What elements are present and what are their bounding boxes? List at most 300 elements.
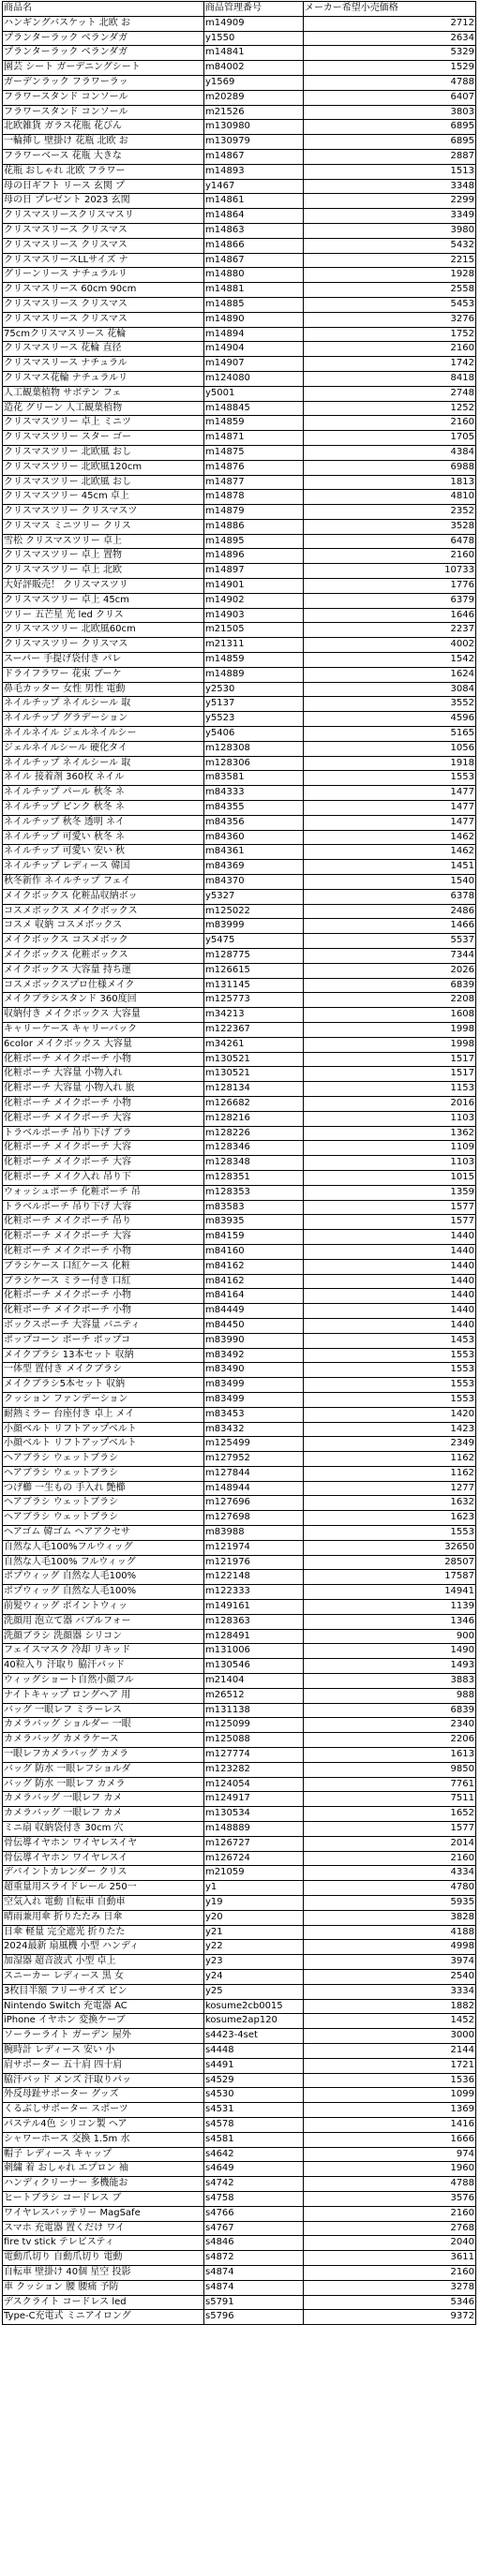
product-name-cell[interactable]: クリスマスツリー クリスマス	[3, 638, 204, 653]
product-name-cell[interactable]: ネイルチップ ピンク 秋冬 ネ	[3, 801, 204, 816]
product-name-cell[interactable]: コスメボックス メイクボックス	[3, 904, 204, 919]
product-code-cell[interactable]: m83990	[204, 1333, 304, 1348]
product-name-cell[interactable]: ヒートブラシ コードレス ブ	[3, 2191, 204, 2206]
list-price-cell[interactable]: 1577	[304, 1822, 476, 1837]
product-name-cell[interactable]: クリスマスリースLLサイズ ナ	[3, 253, 204, 268]
product-name-cell[interactable]: 骨伝導イヤホン ワイヤレスイヤ	[3, 1836, 204, 1851]
product-code-cell[interactable]: y5137	[204, 697, 304, 712]
product-code-cell[interactable]: m14881	[204, 283, 304, 298]
product-name-cell[interactable]: 小顔ベルト リフトアップベルト	[3, 1437, 204, 1452]
list-price-cell[interactable]: 2340	[304, 1718, 476, 1733]
list-price-cell[interactable]: 988	[304, 1688, 476, 1703]
product-name-cell[interactable]: メイクボックス 化粧ボックス	[3, 949, 204, 964]
product-name-cell[interactable]: スマホ 充電器 置くだけ ワイ	[3, 2221, 204, 2236]
product-code-cell[interactable]: m14841	[204, 46, 304, 61]
list-price-cell[interactable]: 32650	[304, 1540, 476, 1555]
list-price-cell[interactable]: 2206	[304, 1733, 476, 1748]
list-price-cell[interactable]: 1553	[304, 771, 476, 786]
product-name-cell[interactable]: ポップコーン ポーチ ポップコ	[3, 1333, 204, 1348]
product-name-cell[interactable]: 脇汗パッド メンズ 汗取りパッ	[3, 2073, 204, 2088]
list-price-cell[interactable]: 1666	[304, 2132, 476, 2147]
product-name-cell[interactable]: ガーデンラック フラワーラッ	[3, 75, 204, 90]
product-name-cell[interactable]: ネイルチップ ネイルシール 取	[3, 697, 204, 712]
product-name-cell[interactable]: 一体型 置付き メイクブラシ	[3, 1363, 204, 1378]
product-name-cell[interactable]: 大好評販売！ クリスマスツリ	[3, 579, 204, 594]
list-price-cell[interactable]: 1477	[304, 815, 476, 830]
product-name-cell[interactable]: コスメ 収納 コスメボックス	[3, 919, 204, 934]
list-price-cell[interactable]: 1103	[304, 1156, 476, 1171]
product-name-cell[interactable]: 2024最新 扇風機 小型 ハンディ	[3, 1940, 204, 1955]
product-name-cell[interactable]: 外反母趾サポーター グッズ	[3, 2088, 204, 2103]
product-code-cell[interactable]: s4758	[204, 2191, 304, 2206]
product-code-cell[interactable]: m84159	[204, 1230, 304, 1245]
product-code-cell[interactable]: y5523	[204, 712, 304, 727]
list-price-cell[interactable]: 3084	[304, 682, 476, 697]
product-code-cell[interactable]: m83935	[204, 1215, 304, 1230]
product-name-cell[interactable]: 加湿器 超音波式 小型 卓上	[3, 1955, 204, 1970]
list-price-cell[interactable]: 2349	[304, 1437, 476, 1452]
list-price-cell[interactable]: 5346	[304, 2295, 476, 2310]
list-price-cell[interactable]: 2748	[304, 386, 476, 401]
product-code-cell[interactable]: m83492	[204, 1348, 304, 1363]
product-name-cell[interactable]: 耐熱ミラー 台座付き 卓上 メイ	[3, 1407, 204, 1422]
list-price-cell[interactable]: 1162	[304, 1466, 476, 1481]
product-code-cell[interactable]: m124054	[204, 1777, 304, 1792]
product-name-cell[interactable]: デスクライト コードレス led	[3, 2295, 204, 2310]
product-name-cell[interactable]: 一輪挿し 壁掛け 花瓶 北欧 お	[3, 135, 204, 150]
list-price-cell[interactable]: 1513	[304, 164, 476, 179]
product-code-cell[interactable]: s4872	[204, 2251, 304, 2266]
list-price-cell[interactable]: 3278	[304, 2280, 476, 2295]
product-name-cell[interactable]: ワイヤレスバッテリー MagSafe	[3, 2206, 204, 2221]
product-code-cell[interactable]: m34261	[204, 1037, 304, 1052]
product-code-cell[interactable]: m128353	[204, 1185, 304, 1200]
list-price-cell[interactable]: 1277	[304, 1481, 476, 1496]
product-code-cell[interactable]: s4423-4set	[204, 2029, 304, 2044]
product-name-cell[interactable]: 造花 グリーン 人工観葉植物	[3, 401, 204, 416]
product-code-cell[interactable]: s4649	[204, 2162, 304, 2177]
product-code-cell[interactable]: s4448	[204, 2043, 304, 2058]
product-code-cell[interactable]: m14889	[204, 667, 304, 682]
product-name-cell[interactable]: 自転車 壁掛け 40個 星空 投影	[3, 2265, 204, 2280]
product-code-cell[interactable]: m14902	[204, 593, 304, 608]
product-name-cell[interactable]: 日傘 軽量 完全遮光 折りたた	[3, 1925, 204, 1940]
list-price-cell[interactable]: 1553	[304, 1363, 476, 1378]
list-price-cell[interactable]: 1362	[304, 1126, 476, 1141]
list-price-cell[interactable]: 900	[304, 1629, 476, 1644]
list-price-cell[interactable]: 3349	[304, 209, 476, 224]
product-code-cell[interactable]: m14867	[204, 149, 304, 164]
product-name-cell[interactable]: ヘアブラシ ウェットブラシ	[3, 1496, 204, 1511]
product-code-cell[interactable]: m84162	[204, 1259, 304, 1274]
list-price-cell[interactable]: 1998	[304, 1022, 476, 1037]
list-price-cell[interactable]: 4188	[304, 1925, 476, 1940]
product-code-cell[interactable]: s4578	[204, 2117, 304, 2132]
list-price-cell[interactable]: 1536	[304, 2073, 476, 2088]
list-price-cell[interactable]: 4002	[304, 638, 476, 653]
list-price-cell[interactable]: 2208	[304, 993, 476, 1008]
product-code-cell[interactable]: m149161	[204, 1600, 304, 1615]
product-name-cell[interactable]: ウィッグショート自然小顔フル	[3, 1674, 204, 1689]
product-name-cell[interactable]: 花瓶 おしゃれ 北欧 フラワー	[3, 164, 204, 179]
product-name-cell[interactable]: クリスマスツリー 北欧風120cm	[3, 460, 204, 475]
product-code-cell[interactable]: m14895	[204, 534, 304, 549]
product-code-cell[interactable]: m14878	[204, 490, 304, 505]
product-code-cell[interactable]: m148845	[204, 401, 304, 416]
product-name-cell[interactable]: 前髪ウィッグ ポイントウィッ	[3, 1600, 204, 1615]
product-code-cell[interactable]: m14909	[204, 16, 304, 31]
product-name-cell[interactable]: 自然な人毛100% フルウィッグ	[3, 1555, 204, 1570]
list-price-cell[interactable]: 1466	[304, 919, 476, 934]
list-price-cell[interactable]: 2634	[304, 31, 476, 46]
product-code-cell[interactable]: m84360	[204, 830, 304, 845]
product-name-cell[interactable]: カメラバッグ 一眼レフ カメ	[3, 1792, 204, 1807]
list-price-cell[interactable]: 1462	[304, 830, 476, 845]
list-price-cell[interactable]: 1928	[304, 268, 476, 283]
product-name-cell[interactable]: 化粧ポーチ メイクポーチ 小物	[3, 1096, 204, 1111]
list-price-cell[interactable]: 4780	[304, 1881, 476, 1896]
list-price-cell[interactable]: 1752	[304, 327, 476, 342]
product-name-cell[interactable]: トラベルポーチ 吊り下げ ブラ	[3, 1126, 204, 1141]
product-code-cell[interactable]: m83490	[204, 1363, 304, 1378]
list-price-cell[interactable]: 1624	[304, 667, 476, 682]
list-price-cell[interactable]: 7511	[304, 1792, 476, 1807]
product-code-cell[interactable]: m126682	[204, 1096, 304, 1111]
list-price-cell[interactable]: 1440	[304, 1244, 476, 1259]
list-price-cell[interactable]: 1162	[304, 1452, 476, 1467]
product-code-cell[interactable]: m14876	[204, 460, 304, 475]
list-price-cell[interactable]: 2712	[304, 16, 476, 31]
product-name-cell[interactable]: カメラバッグ カメラケース	[3, 1733, 204, 1748]
product-name-cell[interactable]: 化粧ポーチ メイク入れ 吊り下	[3, 1170, 204, 1185]
product-code-cell[interactable]: m84002	[204, 61, 304, 76]
list-price-cell[interactable]: 3980	[304, 223, 476, 238]
product-name-cell[interactable]: バッグ 防水 一眼レフショルダ	[3, 1762, 204, 1777]
product-name-cell[interactable]: メイクブラシスタンド 360度回	[3, 993, 204, 1008]
list-price-cell[interactable]: 1776	[304, 579, 476, 594]
product-code-cell[interactable]: m14859	[204, 653, 304, 668]
list-price-cell[interactable]: 4998	[304, 1940, 476, 1955]
list-price-cell[interactable]: 1553	[304, 1526, 476, 1541]
product-name-cell[interactable]: ナイトキャップ ロングヘア 用	[3, 1688, 204, 1703]
list-price-cell[interactable]: 3348	[304, 179, 476, 194]
product-name-cell[interactable]: ヘアブラシ ウェットブラシ	[3, 1452, 204, 1467]
list-price-cell[interactable]: 3803	[304, 105, 476, 120]
product-code-cell[interactable]: y1467	[204, 179, 304, 194]
product-code-cell[interactable]: m83999	[204, 919, 304, 934]
product-name-cell[interactable]: 北欧雑貨 ガラス花瓶 花びん	[3, 120, 204, 135]
list-price-cell[interactable]: 6378	[304, 889, 476, 904]
product-code-cell[interactable]: y1569	[204, 75, 304, 90]
product-code-cell[interactable]: m131138	[204, 1703, 304, 1718]
list-price-cell[interactable]: 1517	[304, 1067, 476, 1082]
product-name-cell[interactable]: 化粧ポーチ メイクポーチ 小物	[3, 1244, 204, 1259]
list-price-cell[interactable]: 1153	[304, 1082, 476, 1097]
product-name-cell[interactable]: フェイスマスク 冷却 リキッド	[3, 1644, 204, 1659]
list-price-cell[interactable]: 1577	[304, 1200, 476, 1215]
product-code-cell[interactable]: m122333	[204, 1585, 304, 1600]
product-name-cell[interactable]: カメラバッグ 一眼レフ カメ	[3, 1807, 204, 1822]
list-price-cell[interactable]: 1440	[304, 1289, 476, 1304]
product-name-cell[interactable]: 化粧ポーチ メイクポーチ 大容	[3, 1141, 204, 1156]
product-code-cell[interactable]: y1550	[204, 31, 304, 46]
list-price-cell[interactable]: 2237	[304, 623, 476, 638]
product-code-cell[interactable]: m21505	[204, 623, 304, 638]
product-name-cell[interactable]: クリスマスツリー クリスマスツ	[3, 505, 204, 520]
product-code-cell[interactable]: s4642	[204, 2147, 304, 2162]
product-name-cell[interactable]: クリスマスリース クリスマス	[3, 223, 204, 238]
list-price-cell[interactable]: 2160	[304, 342, 476, 357]
list-price-cell[interactable]: 7344	[304, 949, 476, 964]
product-code-cell[interactable]: m128348	[204, 1156, 304, 1171]
product-code-cell[interactable]: m21311	[204, 638, 304, 653]
list-price-cell[interactable]: 1440	[304, 1259, 476, 1274]
product-name-cell[interactable]: 秋冬新作 ネイルチップ フェイ	[3, 875, 204, 890]
list-price-cell[interactable]: 1577	[304, 1215, 476, 1230]
list-price-cell[interactable]: 1477	[304, 801, 476, 816]
product-name-cell[interactable]: メイクボックス 大容量 持ち運	[3, 963, 204, 978]
product-name-cell[interactable]: ポプウィッグ 自然な人毛100%	[3, 1570, 204, 1585]
product-name-cell[interactable]: グリーンリース ナチュラルリ	[3, 268, 204, 283]
product-name-cell[interactable]: ジェルネイルシール 硬化タイ	[3, 741, 204, 756]
list-price-cell[interactable]: 5537	[304, 934, 476, 949]
list-price-cell[interactable]: 1099	[304, 2088, 476, 2103]
product-name-cell[interactable]: 鼻毛カッター 女性 男性 電動	[3, 682, 204, 697]
product-code-cell[interactable]: m34213	[204, 1008, 304, 1023]
product-name-cell[interactable]: クリスマスツリー 卓上 45cm	[3, 593, 204, 608]
product-code-cell[interactable]: m83988	[204, 1526, 304, 1541]
product-code-cell[interactable]: m83499	[204, 1378, 304, 1393]
product-code-cell[interactable]: s4766	[204, 2206, 304, 2221]
product-code-cell[interactable]: m21059	[204, 1866, 304, 1881]
product-code-cell[interactable]: y20	[204, 1910, 304, 1925]
product-name-cell[interactable]: シャワーホース 交換 1.5m 水	[3, 2132, 204, 2147]
product-code-cell[interactable]: m130521	[204, 1052, 304, 1067]
list-price-cell[interactable]: 5935	[304, 1896, 476, 1911]
list-price-cell[interactable]: 1705	[304, 431, 476, 446]
product-code-cell[interactable]: m14903	[204, 608, 304, 623]
product-name-cell[interactable]: バッグ 一眼レフ ミラーレス	[3, 1703, 204, 1718]
list-price-cell[interactable]: 1109	[304, 1141, 476, 1156]
product-name-cell[interactable]: クリスマスツリー 45cm 卓上	[3, 490, 204, 505]
list-price-cell[interactable]: 2160	[304, 1851, 476, 1866]
product-code-cell[interactable]: m14866	[204, 238, 304, 253]
list-price-cell[interactable]: 1056	[304, 741, 476, 756]
product-name-cell[interactable]: カメラバッグ ショルダー 一眼	[3, 1718, 204, 1733]
product-name-cell[interactable]: 洗顔用 泡立て器 バブルフォー	[3, 1614, 204, 1629]
list-price-cell[interactable]: 2558	[304, 283, 476, 298]
list-price-cell[interactable]: 7761	[304, 1777, 476, 1792]
product-code-cell[interactable]: m124080	[204, 371, 304, 386]
product-name-cell[interactable]: ヘアゴム 韓ゴム ヘアアクセサ	[3, 1526, 204, 1541]
product-name-cell[interactable]: ネイルチップ 可愛い 安い 秋	[3, 845, 204, 860]
product-name-cell[interactable]: クッション ファンデーション	[3, 1392, 204, 1407]
list-price-cell[interactable]: 2768	[304, 2221, 476, 2236]
product-code-cell[interactable]: m128363	[204, 1614, 304, 1629]
product-code-cell[interactable]: m14863	[204, 223, 304, 238]
product-name-cell[interactable]: ネイルチップ 可愛い 秋冬 ネ	[3, 830, 204, 845]
product-code-cell[interactable]: m84160	[204, 1244, 304, 1259]
product-code-cell[interactable]: y25	[204, 1984, 304, 1999]
product-name-cell[interactable]: トラベルポーチ 吊り下げ 大容	[3, 1200, 204, 1215]
product-code-cell[interactable]: s4491	[204, 2058, 304, 2073]
list-price-cell[interactable]: 6839	[304, 1703, 476, 1718]
list-price-cell[interactable]: 2160	[304, 2265, 476, 2280]
product-name-cell[interactable]: 化粧ポーチ 大容量 小物入れ	[3, 1067, 204, 1082]
product-code-cell[interactable]: m130546	[204, 1659, 304, 1674]
list-price-cell[interactable]: 3828	[304, 1910, 476, 1925]
product-code-cell[interactable]: m125022	[204, 904, 304, 919]
product-name-cell[interactable]: コスメボックスプロ仕様メイク	[3, 978, 204, 993]
product-code-cell[interactable]: m127698	[204, 1511, 304, 1526]
list-price-cell[interactable]: 1553	[304, 1348, 476, 1363]
list-price-cell[interactable]: 10733	[304, 564, 476, 579]
product-code-cell[interactable]: y5327	[204, 889, 304, 904]
list-price-cell[interactable]: 1252	[304, 401, 476, 416]
product-name-cell[interactable]: クリスマス ミニツリー クリス	[3, 519, 204, 534]
product-code-cell[interactable]: m128308	[204, 741, 304, 756]
product-code-cell[interactable]: m14904	[204, 342, 304, 357]
list-price-cell[interactable]: 1540	[304, 875, 476, 890]
product-code-cell[interactable]: s4767	[204, 2221, 304, 2236]
product-code-cell[interactable]: m14901	[204, 579, 304, 594]
product-name-cell[interactable]: フラワーベース 花瓶 大きな	[3, 149, 204, 164]
product-code-cell[interactable]: m14859	[204, 416, 304, 431]
list-price-cell[interactable]: 1346	[304, 1614, 476, 1629]
product-name-cell[interactable]: ウォッシュポーチ 化粧ポーチ 吊	[3, 1185, 204, 1200]
product-code-cell[interactable]: m125499	[204, 1437, 304, 1452]
product-code-cell[interactable]: s4846	[204, 2236, 304, 2251]
product-code-cell[interactable]: m126615	[204, 963, 304, 978]
product-name-cell[interactable]: クリスマスツリー 卓上 置物	[3, 549, 204, 564]
list-price-cell[interactable]: 1440	[304, 1230, 476, 1245]
product-code-cell[interactable]: s4874	[204, 2280, 304, 2295]
list-price-cell[interactable]: 1998	[304, 1037, 476, 1052]
product-code-cell[interactable]: m130980	[204, 120, 304, 135]
product-code-cell[interactable]: m83581	[204, 771, 304, 786]
product-code-cell[interactable]: m84370	[204, 875, 304, 890]
list-price-cell[interactable]: 2887	[304, 149, 476, 164]
product-code-cell[interactable]: m14885	[204, 297, 304, 312]
product-name-cell[interactable]: メイクブラシ 13本セット 収納	[3, 1348, 204, 1363]
product-code-cell[interactable]: m14896	[204, 549, 304, 564]
list-price-cell[interactable]: 3552	[304, 697, 476, 712]
list-price-cell[interactable]: 3000	[304, 2029, 476, 2044]
product-name-cell[interactable]: 園芸 シート ガーデニングシート	[3, 61, 204, 76]
list-price-cell[interactable]: 1542	[304, 653, 476, 668]
list-price-cell[interactable]: 974	[304, 2147, 476, 2162]
product-code-cell[interactable]: m121974	[204, 1540, 304, 1555]
product-code-cell[interactable]: m84164	[204, 1289, 304, 1304]
product-name-cell[interactable]: 化粧ポーチ メイクポーチ 小物	[3, 1052, 204, 1067]
product-name-cell[interactable]: 化粧ポーチ 大容量 小物入れ 旅	[3, 1082, 204, 1097]
product-name-cell[interactable]: ネイル 接着剤 360枚 ネイル	[3, 771, 204, 786]
list-price-cell[interactable]: 1553	[304, 1378, 476, 1393]
product-name-cell[interactable]: ヘアブラシ ウェットブラシ	[3, 1466, 204, 1481]
list-price-cell[interactable]: 1440	[304, 1304, 476, 1319]
product-code-cell[interactable]: m14893	[204, 164, 304, 179]
list-price-cell[interactable]: 2040	[304, 2236, 476, 2251]
product-name-cell[interactable]: 晴雨兼用傘 折りたたみ 日傘	[3, 1910, 204, 1925]
product-name-cell[interactable]: クリスマス花輪 ナチュラルリ	[3, 371, 204, 386]
product-code-cell[interactable]: s4874	[204, 2265, 304, 2280]
product-name-cell[interactable]: 腕時計 レディース 安い 小	[3, 2043, 204, 2058]
product-name-cell[interactable]: プランターラック ベランダガ	[3, 46, 204, 61]
product-code-cell[interactable]: m14867	[204, 253, 304, 268]
product-code-cell[interactable]: y5001	[204, 386, 304, 401]
product-code-cell[interactable]: m127952	[204, 1452, 304, 1467]
product-name-cell[interactable]: くるぶしサポーター スポーツ	[3, 2103, 204, 2118]
list-price-cell[interactable]: 1416	[304, 2117, 476, 2132]
list-price-cell[interactable]: 2540	[304, 1969, 476, 1984]
list-price-cell[interactable]: 3276	[304, 312, 476, 327]
product-name-cell[interactable]: ネイルチップ 秋冬 透明 ネイ	[3, 815, 204, 830]
product-code-cell[interactable]: m83499	[204, 1392, 304, 1407]
product-code-cell[interactable]: m128306	[204, 756, 304, 771]
list-price-cell[interactable]: 5453	[304, 297, 476, 312]
product-name-cell[interactable]: デバイントカレンダー クリス	[3, 1866, 204, 1881]
product-name-cell[interactable]: ポプウィッグ 自然な人毛100%	[3, 1585, 204, 1600]
product-name-cell[interactable]: ドライフラワー 花束 ブーケ	[3, 667, 204, 682]
product-code-cell[interactable]: m26512	[204, 1688, 304, 1703]
list-price-cell[interactable]: 2144	[304, 2043, 476, 2058]
product-code-cell[interactable]: s4531	[204, 2103, 304, 2118]
list-price-cell[interactable]: 1420	[304, 1407, 476, 1422]
product-code-cell[interactable]: s4581	[204, 2132, 304, 2147]
list-price-cell[interactable]: 6407	[304, 90, 476, 105]
product-code-cell[interactable]: s4529	[204, 2073, 304, 2088]
list-price-cell[interactable]: 1015	[304, 1170, 476, 1185]
product-code-cell[interactable]: m84333	[204, 786, 304, 801]
product-code-cell[interactable]: m148944	[204, 1481, 304, 1496]
product-name-cell[interactable]: クリスマスリース クリスマス	[3, 297, 204, 312]
product-name-cell[interactable]: ネイルネイル ジェルネイルシー	[3, 727, 204, 742]
product-name-cell[interactable]: iPhone イヤホン 変換ケーブ	[3, 2014, 204, 2029]
product-name-cell[interactable]: ネイルチップ レディース 韓国	[3, 860, 204, 875]
product-name-cell[interactable]: 車 クッション 腰 腰痛 予防	[3, 2280, 204, 2295]
product-name-cell[interactable]: スーパー 手提げ袋付き パレ	[3, 653, 204, 668]
product-code-cell[interactable]: m123282	[204, 1762, 304, 1777]
list-price-cell[interactable]: 2352	[304, 505, 476, 520]
product-code-cell[interactable]: m84369	[204, 860, 304, 875]
product-code-cell[interactable]: m130979	[204, 135, 304, 150]
product-name-cell[interactable]: ネイルチップ パール 秋冬 ネ	[3, 786, 204, 801]
product-code-cell[interactable]: m14894	[204, 327, 304, 342]
product-name-cell[interactable]: 40粒入り 汗取り 脇汗パッド	[3, 1659, 204, 1674]
product-code-cell[interactable]: m14877	[204, 475, 304, 490]
product-name-cell[interactable]: 化粧ポーチ メイクポーチ 大容	[3, 1156, 204, 1171]
product-code-cell[interactable]: kosume2ap120	[204, 2014, 304, 2029]
product-name-cell[interactable]: クリスマスツリー スター ゴー	[3, 431, 204, 446]
product-name-cell[interactable]: 洗顔ブラシ 洗顔器 シリコン	[3, 1629, 204, 1644]
product-code-cell[interactable]: y22	[204, 1940, 304, 1955]
list-price-cell[interactable]: 1608	[304, 1008, 476, 1023]
list-price-cell[interactable]: 3334	[304, 1984, 476, 1999]
list-price-cell[interactable]: 1490	[304, 1644, 476, 1659]
list-price-cell[interactable]: 1517	[304, 1052, 476, 1067]
list-price-cell[interactable]: 1652	[304, 1807, 476, 1822]
list-price-cell[interactable]: 4334	[304, 1866, 476, 1881]
list-price-cell[interactable]: 8418	[304, 371, 476, 386]
product-name-cell[interactable]: 化粧ポーチ メイクポーチ 吊り	[3, 1215, 204, 1230]
product-code-cell[interactable]: m122367	[204, 1022, 304, 1037]
list-price-cell[interactable]: 4788	[304, 75, 476, 90]
list-price-cell[interactable]: 1553	[304, 1392, 476, 1407]
product-name-cell[interactable]: Nintendo Switch 充電器 AC	[3, 1999, 204, 2014]
product-code-cell[interactable]: s5791	[204, 2295, 304, 2310]
product-code-cell[interactable]: m14879	[204, 505, 304, 520]
product-name-cell[interactable]: Type-C充電式 ミニアイロング	[3, 2310, 204, 2325]
